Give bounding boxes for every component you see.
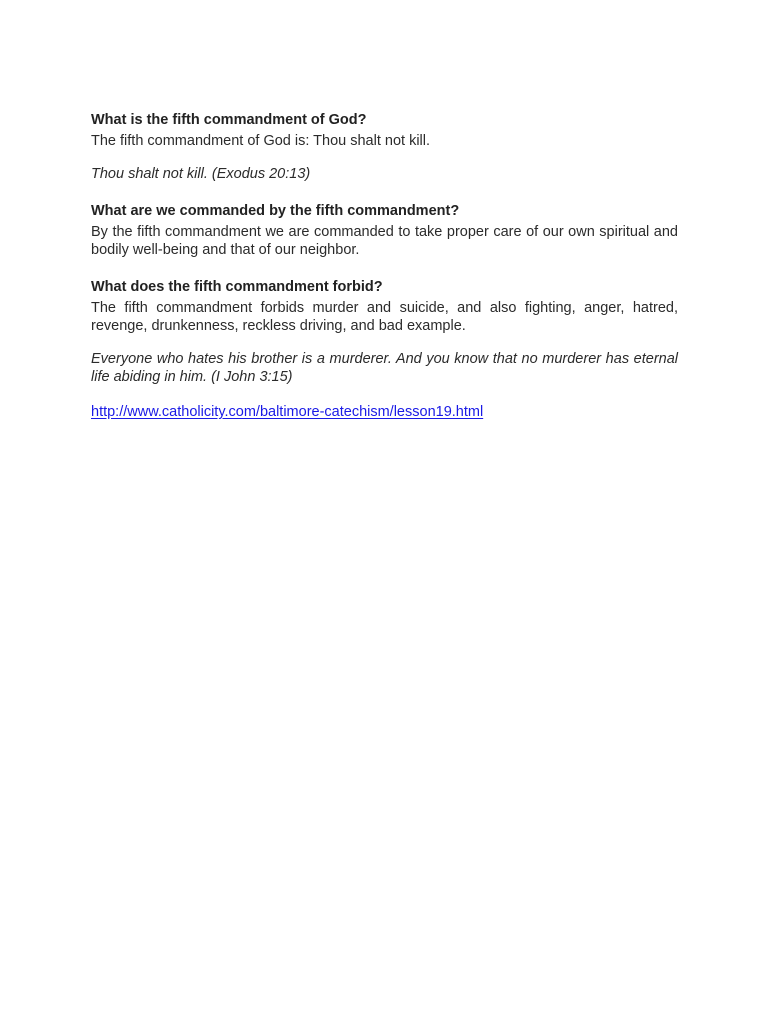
scripture-quote: Thou shalt not kill. (Exodus 20:13): [91, 166, 311, 182]
question-heading: What are we commanded by the fifth commandment?: [91, 203, 460, 219]
answer-text: By the fifth commandment we are commanded to take proper care of our own spiritual and bodily well-being and that of our neighbor.: [91, 224, 678, 258]
document-body: [91, 111, 678, 421]
answer-text: The fifth commandment forbids murder and suicide, and also fighting, anger, hatred, revenge, drunkenness, reckless driving, and bad example.: [91, 300, 678, 334]
scripture-quote: Everyone who hates his brother is a murderer. And you know that no murderer has eternal life abiding in him. (I John 3:15): [91, 351, 678, 385]
question-heading: What does the fifth commandment forbid?: [91, 279, 383, 295]
question-heading: What is the fifth commandment of God?: [91, 112, 367, 128]
source-link[interactable]: http://www.catholicity.com/baltimore-catechism/lesson19.html: [91, 404, 484, 420]
answer-text: The fifth commandment of God is: Thou shalt not kill.: [91, 133, 431, 149]
